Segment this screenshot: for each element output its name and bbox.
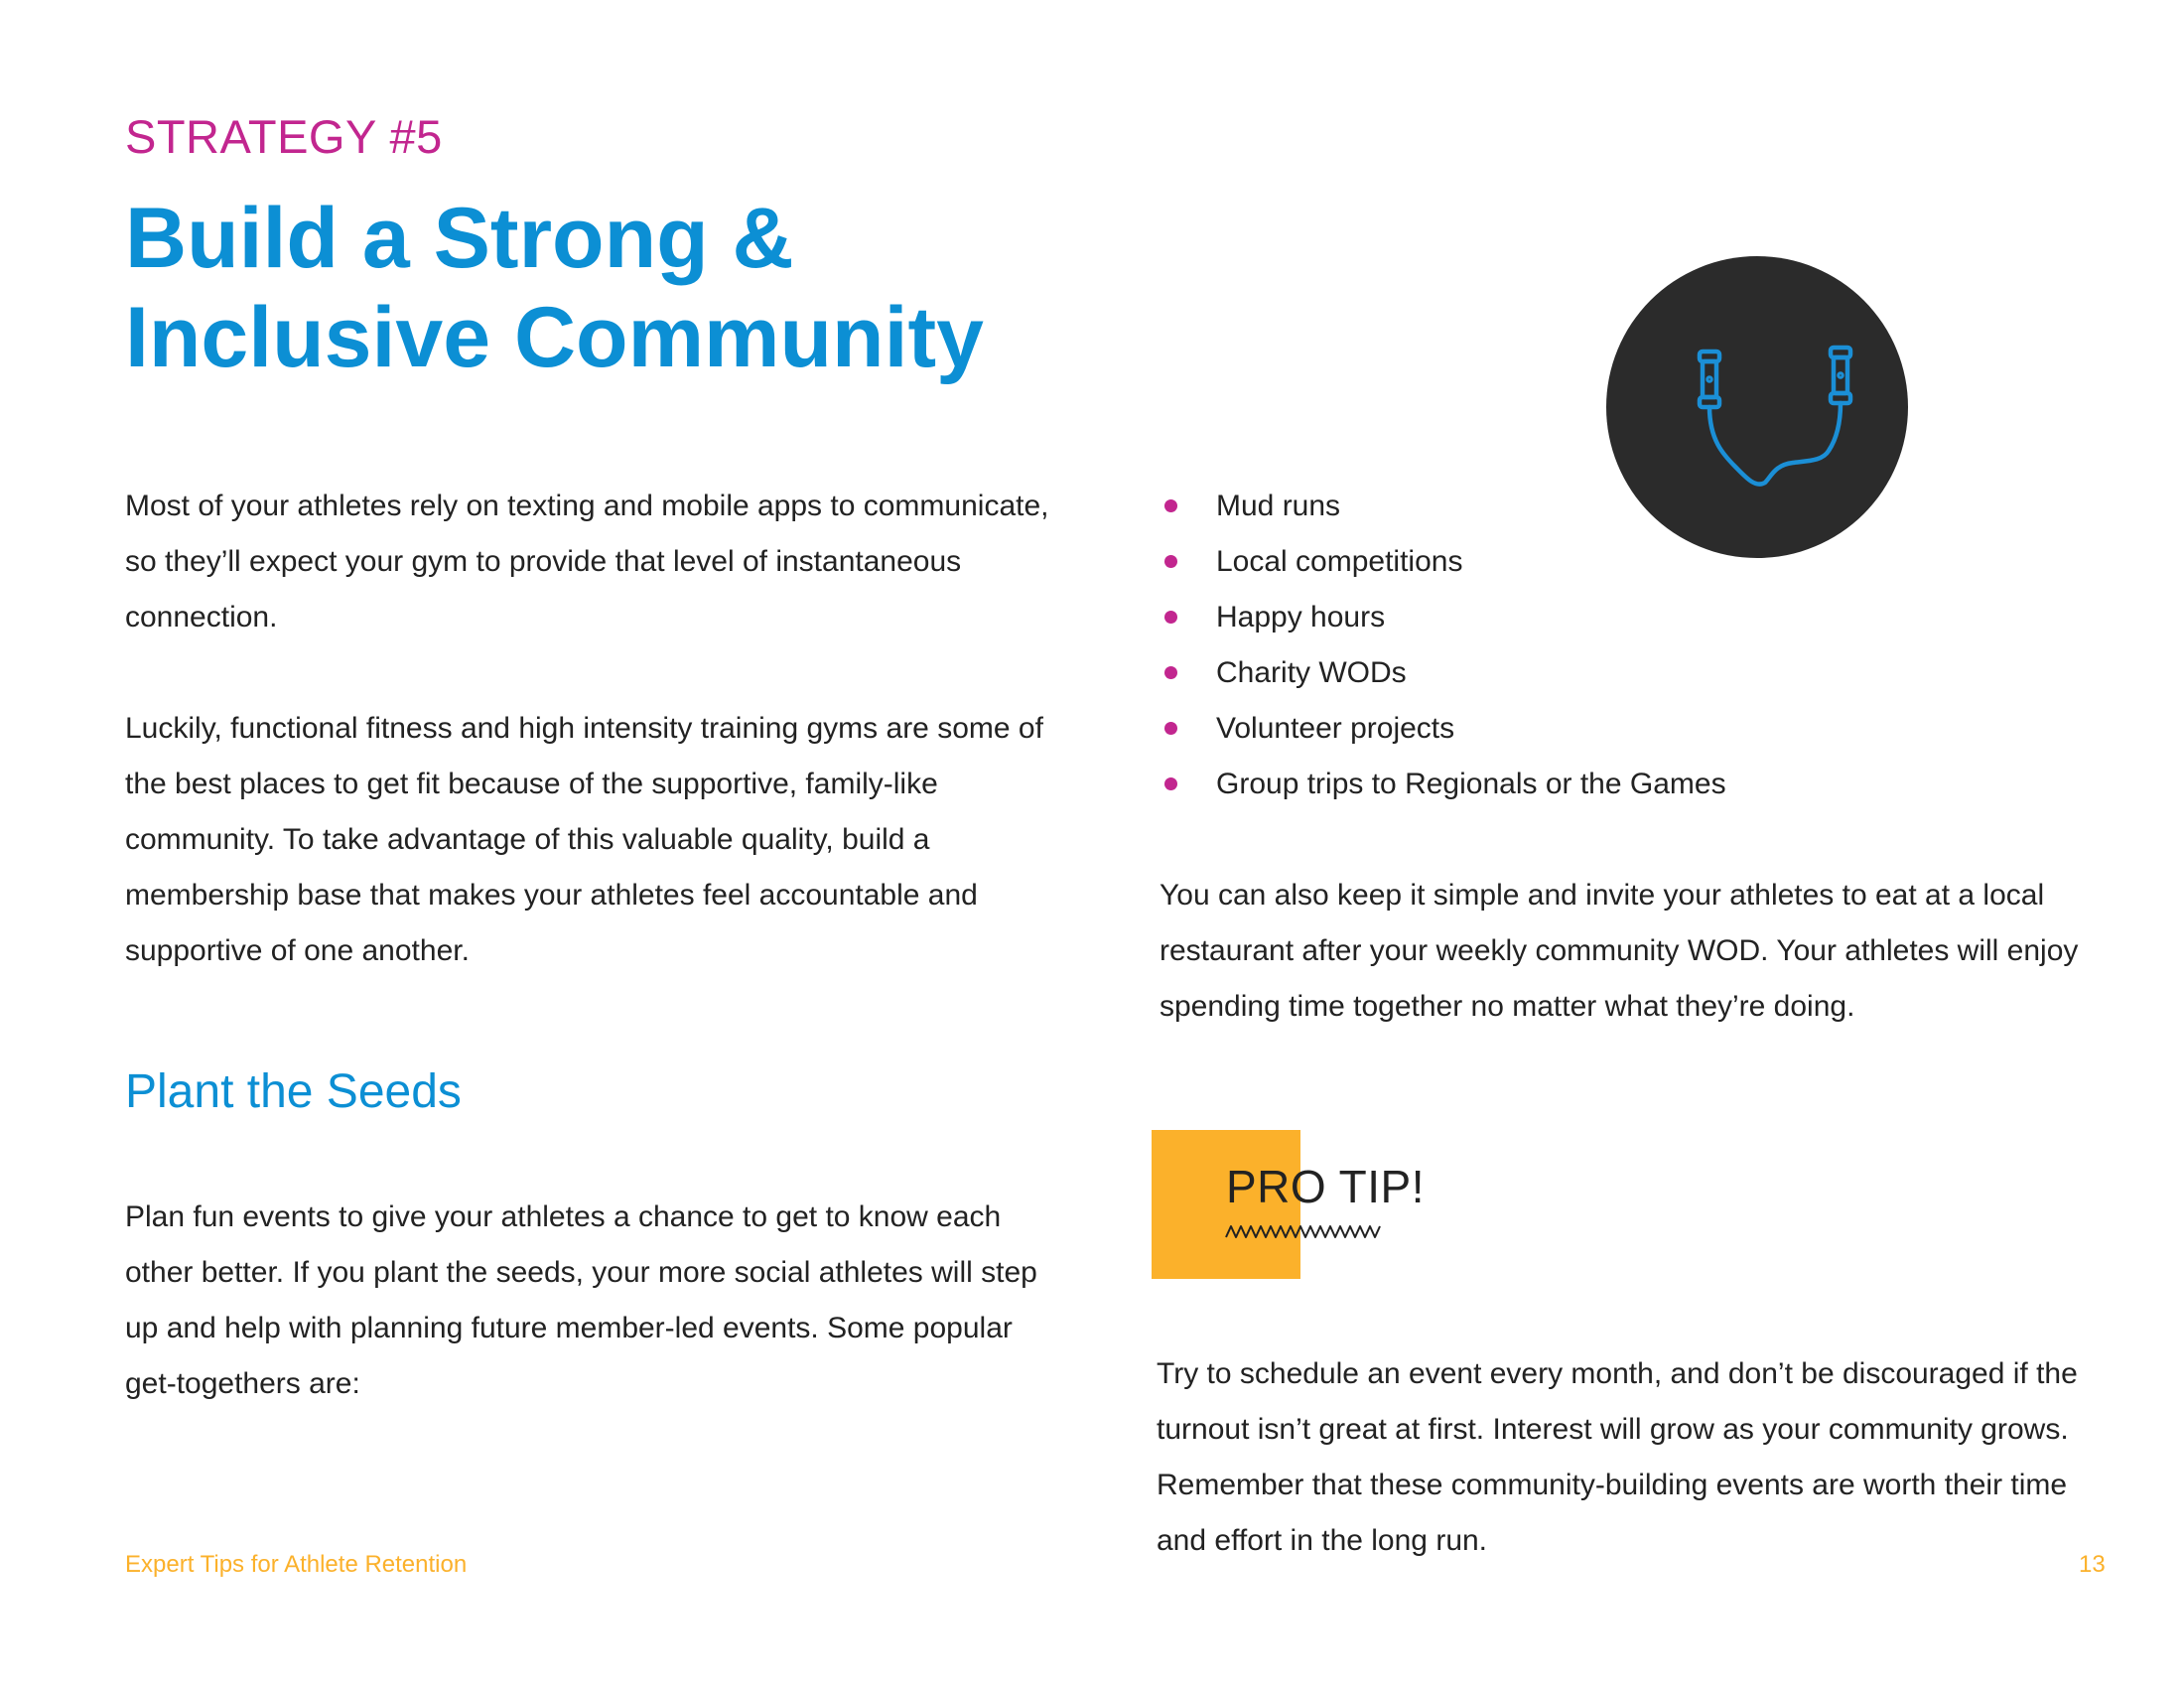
list-item [1161, 757, 1726, 812]
event-item-label: Volunteer projects [1216, 712, 1455, 745]
event-list [1161, 479, 1726, 812]
bullet-dot [1164, 666, 1177, 679]
pro-tip-paragraph: Try to schedule an event every month, and don’t be discouraged if the turnout isn’t great at first. Interest will grow as your community grows. Remember that these community-building events are worth their time and effort in the long run. [1157, 1357, 2078, 1557]
squiggle-icon [1224, 1221, 1383, 1243]
pro-tip-callout [1152, 1130, 1489, 1281]
event-item-label: Local competitions [1216, 545, 1463, 578]
event-item-label: Charity WODs [1216, 656, 1407, 689]
section-heading: Plant the Seeds [125, 1065, 462, 1118]
intro-paragraph-2: Luckily, functional fitness and high intensity training gyms are some of the best places to get fit because of the supportive, family-like community. To take advantage of this valuable quality, build a membership base that makes your athletes feel accountable and supportive of one another. [125, 712, 1043, 967]
page-title: Build a Strong & Inclusive Community [125, 191, 984, 385]
bullet-dot [1164, 499, 1177, 512]
pro-tip-label: PRO TIP! [1226, 1161, 1425, 1212]
list-item [1161, 645, 1726, 701]
bullet-dot [1164, 555, 1177, 568]
section-paragraph: Plan fun events to give your athletes a chance to get to know each other better. If you plant the seeds, your more social athletes will step up and help with planning future member-led events. Some popular get-togethers are: [125, 1200, 1037, 1400]
strategy-label: STRATEGY #5 [125, 110, 443, 163]
intro-paragraph-1: Most of your athletes rely on texting and mobile apps to communicate, so they’ll expect your gym to provide that level of instantaneous connection. [125, 490, 1049, 633]
event-item-label: Group trips to Regionals or the Games [1216, 768, 1726, 800]
list-item [1161, 534, 1726, 590]
footer-document-title: Expert Tips for Athlete Retention [125, 1551, 468, 1578]
list-item [1161, 590, 1726, 645]
event-item-label: Happy hours [1216, 601, 1386, 633]
event-item-label: Mud runs [1216, 490, 1341, 522]
page-number: 13 [2079, 1551, 2106, 1578]
list-item [1161, 479, 1726, 534]
list-item [1161, 701, 1726, 757]
closing-paragraph: You can also keep it simple and invite your athletes to eat at a local restaurant after your weekly community WOD. Your athletes will enjoy spending time together no matter what they’re doing. [1160, 879, 2079, 1023]
bullet-dot [1164, 777, 1177, 790]
bullet-dot [1164, 722, 1177, 735]
bullet-dot [1164, 611, 1177, 624]
